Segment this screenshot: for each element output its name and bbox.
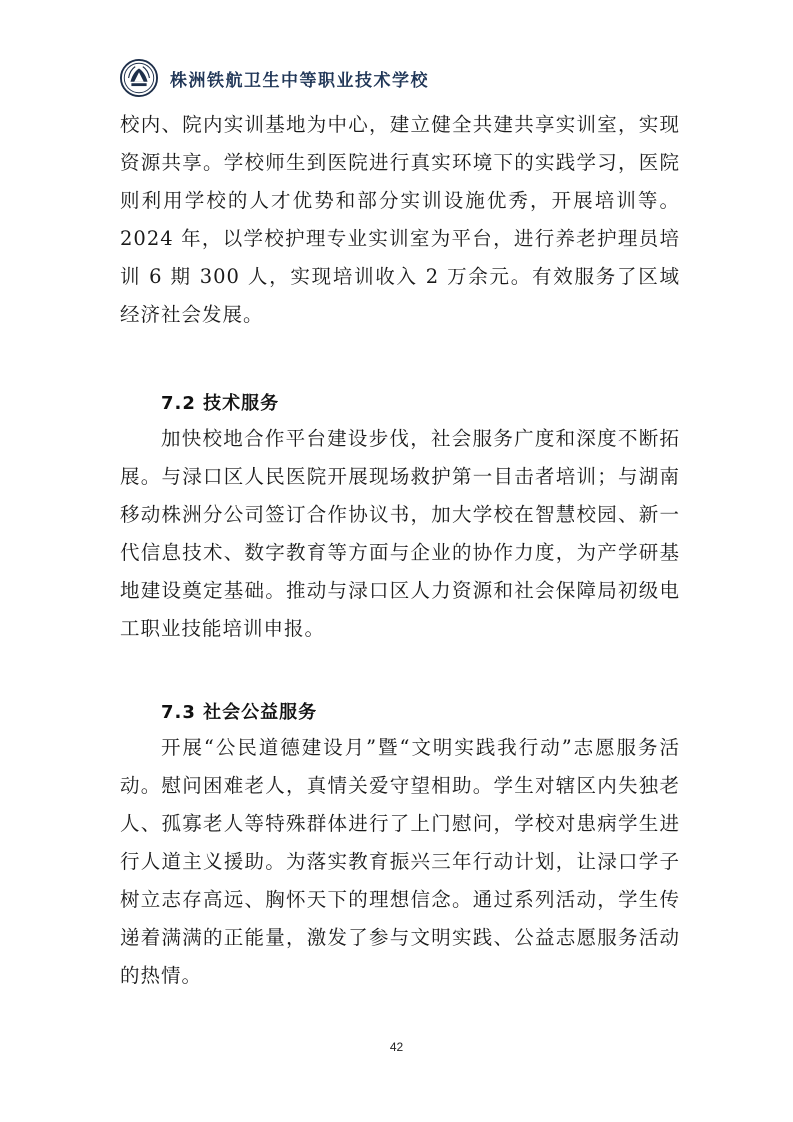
page-header bbox=[120, 58, 680, 98]
section-heading-public-service: 7.3 社会公益服务 bbox=[161, 702, 318, 723]
public-service-paragraph: 开展“公民道德建设月”暨“文明实践我行动”志愿服务活动。慰问困难老人，真情关爱守望相助。学生对辖区内失独老人、孤寡老人等特殊群体进行了上门慰问，学校对患病学生进行人道主义援助。为落实教育振兴三年行动计划，让渌口学子树立志存高远、胸怀天下的理想信念。通过系列活动，学生传递着满满的正能量，激发了参与文明实践、公益志愿服务活动的热情。 bbox=[120, 736, 680, 987]
tech-service-paragraph: 加快校地合作平台建设步伐，社会服务广度和深度不断拓展。与渌口区人民医院开展现场救护第一目击者培训；与湖南移动株洲分公司签订合作协议书，加大学校在智慧校园、新一代信息技术、数字教育等方面与企业的协作力度，为产学研基地建设奠定基础。推动与渌口区人力资源和社会保障局初级电工职业技能培训申报。 bbox=[120, 427, 680, 640]
intro-paragraph: 校内、院内实训基地为中心，建立健全共建共享实训室，实现资源共享。学校师生到医院进行真实环境下的实践学习，医院则利用学校的人才优势和部分实训设施优秀，开展培训等。2024 年，以学校护理专业实训室为平台，进行养老护理员培训 6 期 300 人，实现培训收入 2 万余元。有效服务了区域经济社会发展。 bbox=[120, 113, 680, 326]
school-emblem-icon bbox=[120, 59, 158, 97]
section-heading-tech-service: 7.2 技术服务 bbox=[161, 393, 280, 414]
school-name: 株洲铁航卫生中等职业技术学校 bbox=[170, 70, 429, 91]
page-number: 42 bbox=[389, 1040, 404, 1054]
